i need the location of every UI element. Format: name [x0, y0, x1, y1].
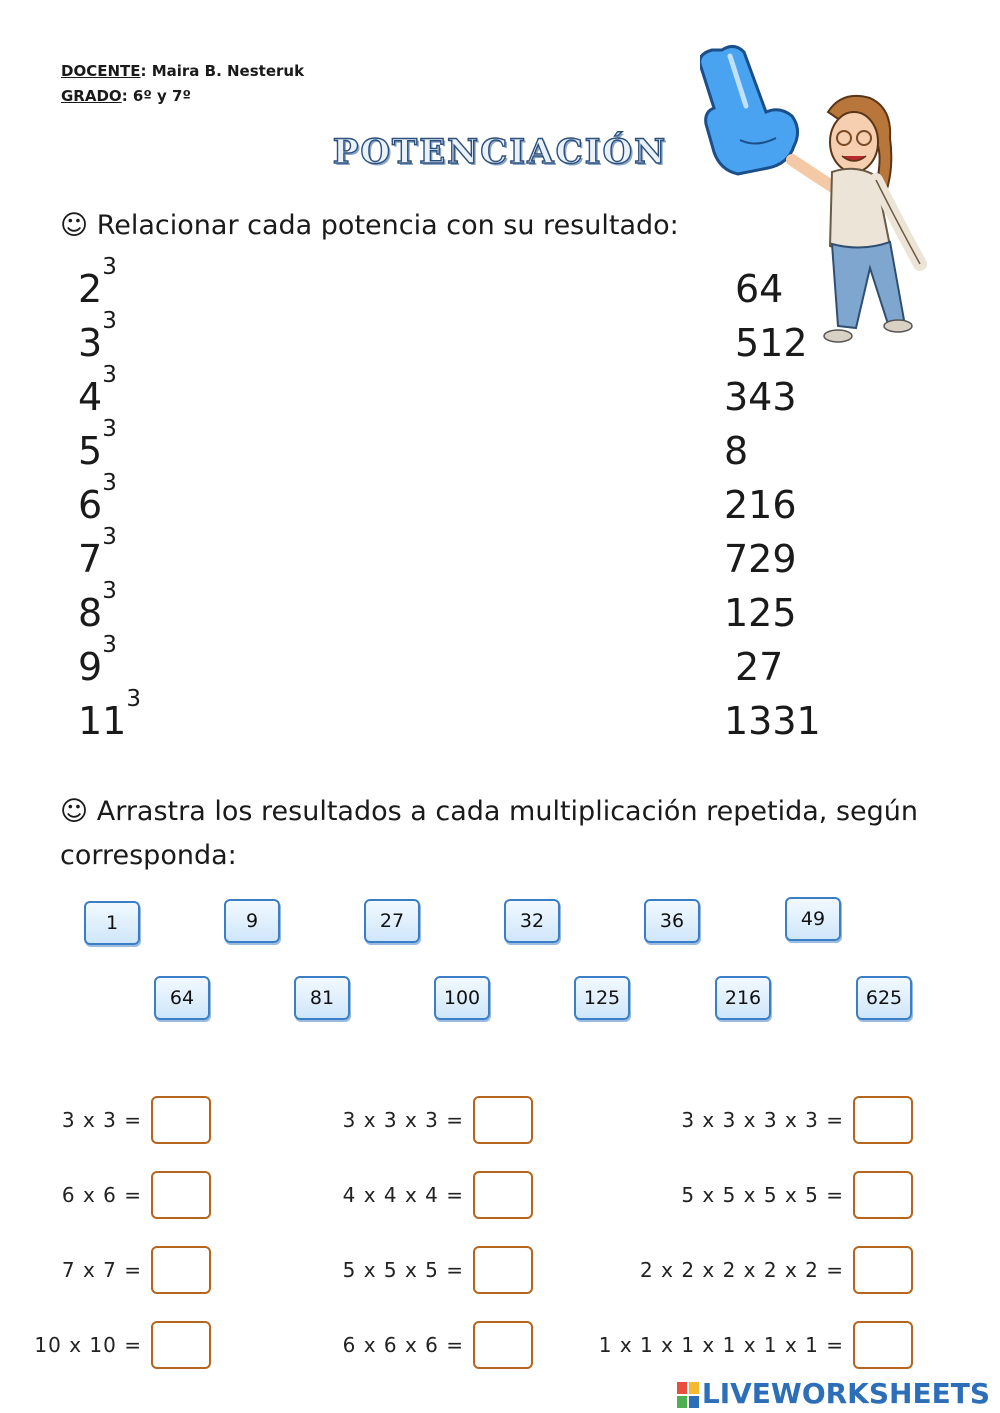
answer-drop-box[interactable]: [853, 1096, 913, 1144]
answer-chip[interactable]: 100: [434, 976, 490, 1020]
expression-label: 4 x 4 x 4 =: [342, 1183, 464, 1207]
result-item[interactable]: 343: [724, 375, 797, 419]
expression-label: 6 x 6 x 6 =: [342, 1333, 464, 1357]
answer-chip[interactable]: 125: [574, 976, 630, 1020]
grade-label: GRADO: [61, 87, 122, 105]
answer-chip[interactable]: 27: [364, 899, 420, 943]
instruction-drag-line1: ☺ Arrastra los resultados a cada multiplicación repetida, según: [60, 796, 918, 827]
instruction-drag-line2: corresponda:: [60, 840, 237, 871]
power-item[interactable]: $11^3$: [78, 686, 141, 743]
grade-line: [61, 87, 191, 105]
expression-label: 6 x 6 =: [61, 1183, 142, 1207]
liveworksheets-mark-icon: [677, 1382, 699, 1408]
answer-drop-box[interactable]: [151, 1321, 211, 1369]
answer-drop-box[interactable]: [473, 1171, 533, 1219]
expression-label: 3 x 3 x 3 =: [342, 1108, 464, 1132]
expression-label: 7 x 7 =: [61, 1258, 142, 1282]
teacher-line: [61, 62, 304, 80]
answer-chip[interactable]: 64: [154, 976, 210, 1020]
answer-chip[interactable]: 49: [785, 897, 841, 941]
answer-drop-box[interactable]: [853, 1321, 913, 1369]
result-item[interactable]: 64: [735, 267, 784, 311]
power-item[interactable]: $6^3$: [78, 470, 117, 527]
expression-label: 5 x 5 x 5 x 5 =: [681, 1183, 844, 1207]
instruction-match: ☺ Relacionar cada potencia con su resultado:: [60, 210, 679, 241]
grade-value: : 6º y 7º: [121, 87, 191, 105]
result-item[interactable]: 512: [735, 321, 808, 365]
answer-chip[interactable]: 9: [224, 899, 280, 943]
power-item[interactable]: $8^3$: [78, 578, 117, 635]
result-item[interactable]: 729: [724, 537, 797, 581]
result-item[interactable]: 216: [724, 483, 797, 527]
answer-chip[interactable]: 216: [715, 976, 771, 1020]
foam-finger-icon: [700, 46, 798, 174]
answer-chip[interactable]: 625: [856, 976, 912, 1020]
power-item[interactable]: $3^3$: [78, 308, 117, 365]
answer-drop-box[interactable]: [151, 1171, 211, 1219]
expression-label: 1 x 1 x 1 x 1 x 1 x 1 =: [598, 1333, 844, 1357]
answer-drop-box[interactable]: [853, 1171, 913, 1219]
answer-chip[interactable]: 32: [504, 899, 560, 943]
expression-label: 5 x 5 x 5 =: [342, 1258, 464, 1282]
result-item[interactable]: 125: [724, 591, 797, 635]
power-item[interactable]: $4^3$: [78, 362, 117, 419]
power-item[interactable]: $2^3$: [78, 254, 117, 311]
liveworksheets-logo: [677, 1377, 990, 1410]
expression-label: 2 x 2 x 2 x 2 x 2 =: [640, 1258, 844, 1282]
power-item[interactable]: $9^3$: [78, 632, 117, 689]
expression-label: 3 x 3 x 3 x 3 =: [681, 1108, 844, 1132]
teacher-name: : Maira B. Nesteruk: [140, 62, 305, 80]
power-item[interactable]: $7^3$: [78, 524, 117, 581]
answer-chip[interactable]: 81: [294, 976, 350, 1020]
answer-chip[interactable]: 36: [644, 899, 700, 943]
answer-drop-box[interactable]: [473, 1246, 533, 1294]
expression-label: 10 x 10 =: [34, 1333, 142, 1357]
expression-label: 3 x 3 =: [61, 1108, 142, 1132]
answer-drop-box[interactable]: [151, 1096, 211, 1144]
power-item[interactable]: $5^3$: [78, 416, 117, 473]
result-item[interactable]: 1331: [724, 699, 821, 743]
teacher-label: DOCENTE: [61, 62, 141, 80]
answer-chip[interactable]: 1: [84, 901, 140, 945]
result-item[interactable]: 8: [724, 429, 749, 473]
result-item[interactable]: 27: [735, 645, 784, 689]
brand-text: LIVEWORKSHEETS: [701, 1377, 990, 1410]
teacher-figure: [792, 96, 920, 342]
answer-drop-box[interactable]: [853, 1246, 913, 1294]
answer-drop-box[interactable]: [473, 1321, 533, 1369]
answer-drop-box[interactable]: [151, 1246, 211, 1294]
page-title: POTENCIACIÓN: [332, 132, 668, 172]
answer-drop-box[interactable]: [473, 1096, 533, 1144]
